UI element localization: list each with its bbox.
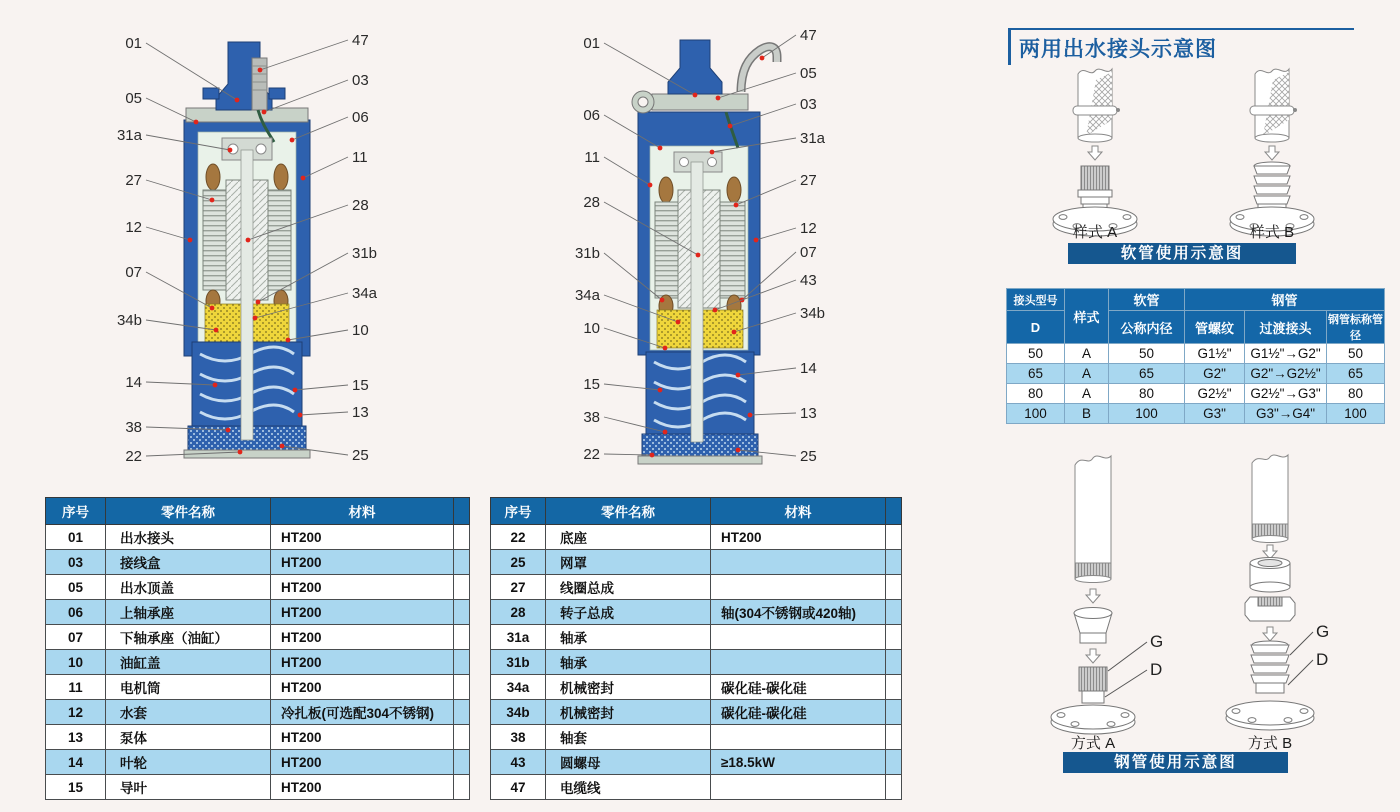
callout-leader-line — [756, 228, 796, 240]
table-cell — [454, 650, 470, 675]
table-cell: HT200 — [271, 525, 454, 550]
down-arrow-icon — [1086, 649, 1100, 663]
pump-diagrams-svg — [0, 0, 950, 495]
callout-marker-dot — [658, 388, 663, 393]
down-arrow-icon — [1088, 146, 1102, 160]
table-cell: 轴(304不锈钢或420轴) — [711, 600, 886, 625]
table-row — [491, 625, 902, 650]
table-cell: HT200 — [271, 775, 454, 800]
header-row — [46, 498, 470, 525]
callout-marker-dot — [280, 444, 285, 449]
callout-marker-dot — [736, 448, 741, 453]
callout-number-label: 31a — [116, 127, 142, 144]
table-row — [491, 600, 902, 625]
table-cell: 油缸盖 — [106, 650, 271, 675]
hose-usage-banner: 软管使用示意图 — [1068, 243, 1296, 264]
table-cell: G2"→G2½" — [1245, 364, 1327, 384]
table-cell: 导叶 — [106, 775, 271, 800]
pipe-usage-svg — [1000, 445, 1396, 750]
threaded-nipple — [1079, 667, 1107, 691]
table-cell: 47 — [491, 775, 546, 800]
callout-marker-dot — [736, 373, 741, 378]
table-cell: 80 — [1109, 384, 1185, 404]
table-row — [46, 650, 470, 675]
table-row — [46, 625, 470, 650]
table-cell: 下轴承座（油缸） — [106, 625, 271, 650]
table-cell: 65 — [1007, 364, 1065, 384]
header-hose-group: 软管 — [1109, 289, 1185, 311]
table-cell: 10 — [46, 650, 106, 675]
callout-number-label: 22 — [125, 448, 142, 465]
table-cell: HT200 — [271, 600, 454, 625]
table-row — [491, 550, 902, 575]
table-cell — [886, 525, 902, 550]
table-cell: 网罩 — [546, 550, 711, 575]
table-cell: 65 — [1109, 364, 1185, 384]
callout-number-label: 11 — [584, 149, 600, 166]
callout-number-label: 34a — [574, 287, 600, 304]
table-cell: 50 — [1109, 344, 1185, 364]
callout-number-label: 07 — [125, 264, 142, 281]
pump-diagram-2 — [632, 40, 777, 464]
table-row — [491, 575, 902, 600]
method-b-label: 方式 B — [1247, 735, 1293, 752]
table-cell: 80 — [1327, 384, 1385, 404]
callout-number-label: 14 — [800, 360, 817, 377]
table-cell — [886, 725, 902, 750]
table-cell: 叶轮 — [106, 750, 271, 775]
table-cell: 43 — [491, 750, 546, 775]
callout-marker-dot — [663, 430, 668, 435]
table-cell: 28 — [491, 600, 546, 625]
table-cell — [454, 525, 470, 550]
table-cell: 13 — [46, 725, 106, 750]
threaded-nipple — [1081, 166, 1109, 190]
callout-number-label: 03 — [800, 96, 817, 113]
table-cell: 01 — [46, 525, 106, 550]
callout-leader-line — [300, 412, 348, 415]
callout-number-label: 38 — [583, 409, 600, 426]
pipe-method-a — [1051, 456, 1163, 734]
callout-leader-line — [146, 227, 190, 240]
callout-marker-dot — [238, 450, 243, 455]
callout-number-label: 47 — [352, 32, 369, 49]
header-steelpipe-group: 钢管 — [1185, 289, 1385, 311]
callout-leader-line — [295, 385, 348, 390]
callout-marker-dot — [728, 124, 733, 129]
table-cell — [454, 625, 470, 650]
header-adapter: 过渡接头 — [1245, 311, 1327, 344]
callout-marker-dot — [732, 330, 737, 335]
col-header-partname: 零件名称 — [106, 498, 271, 525]
callout-number-label: 05 — [125, 90, 142, 107]
header-row-2 — [1007, 311, 1385, 344]
table-cell: HT200 — [271, 550, 454, 575]
col-header-spacer — [886, 498, 902, 525]
callout-marker-dot — [648, 183, 653, 188]
table-cell — [886, 550, 902, 575]
table-cell: 碳化硅-碳化硅 — [711, 700, 886, 725]
table-cell — [711, 575, 886, 600]
callout-number-label: 31a — [800, 130, 826, 147]
callout-leader-line — [718, 73, 796, 98]
callout-marker-dot — [676, 320, 681, 325]
table-cell — [454, 675, 470, 700]
callout-leader-line — [260, 40, 348, 70]
callout-marker-dot — [660, 298, 665, 303]
callout-marker-dot — [301, 176, 306, 181]
section-title: 两用出水接头示意图 — [1008, 30, 1225, 65]
callout-number-label: 15 — [352, 377, 369, 394]
col-header-index: 序号 — [491, 498, 546, 525]
header-d: D — [1007, 311, 1065, 344]
table-row — [46, 575, 470, 600]
callout-marker-dot — [760, 56, 765, 61]
callout-marker-dot — [210, 306, 215, 311]
table-row — [46, 775, 470, 800]
g-callout-label: G — [1150, 632, 1164, 651]
style-a-label: 样式 A — [1072, 224, 1118, 241]
parts-table-left — [45, 497, 470, 800]
table-cell: 34a — [491, 675, 546, 700]
callout-marker-dot — [188, 238, 193, 243]
table-cell: G1½" — [1185, 344, 1245, 364]
table-row — [491, 525, 902, 550]
table-cell: 03 — [46, 550, 106, 575]
table-row — [46, 525, 470, 550]
callout-number-label: 03 — [352, 72, 369, 89]
g-callout-label: G — [1316, 622, 1330, 641]
table-cell: 轴承 — [546, 650, 711, 675]
table-cell: B — [1065, 404, 1109, 424]
hose-usage-svg — [1000, 62, 1396, 242]
callout-marker-dot — [748, 413, 753, 418]
table-row — [46, 700, 470, 725]
table-cell: 38 — [491, 725, 546, 750]
callout-marker-dot — [235, 98, 240, 103]
table-cell: 出水顶盖 — [106, 575, 271, 600]
table-cell — [454, 775, 470, 800]
table-row — [1007, 344, 1385, 364]
callout-number-label: 12 — [125, 219, 142, 236]
callout-marker-dot — [194, 120, 199, 125]
col-header-partname: 零件名称 — [546, 498, 711, 525]
table-cell — [454, 550, 470, 575]
callout-marker-dot — [293, 388, 298, 393]
callout-marker-dot — [258, 68, 263, 73]
base-plate — [638, 456, 762, 464]
table-cell: A — [1065, 364, 1109, 384]
section-title-block — [1008, 28, 1354, 65]
table-cell: G2" — [1185, 364, 1245, 384]
callout-number-label: 43 — [800, 272, 817, 289]
table-cell: 轴承 — [546, 625, 711, 650]
d-callout-label: D — [1150, 660, 1163, 679]
table-cell — [454, 600, 470, 625]
table-row — [46, 750, 470, 775]
table-cell: 泵体 — [106, 725, 271, 750]
table-cell: 线圈总成 — [546, 575, 711, 600]
table-cell — [886, 625, 902, 650]
callout-number-label: 06 — [583, 107, 600, 124]
table-cell: 22 — [491, 525, 546, 550]
hose-clamp — [1073, 106, 1117, 115]
shaft — [691, 162, 703, 442]
table-cell — [886, 650, 902, 675]
table-row — [1007, 364, 1385, 384]
table-cell: 机械密封 — [546, 700, 711, 725]
callout-number-label: 22 — [583, 446, 600, 463]
table-cell — [886, 575, 902, 600]
callout-number-label: 13 — [800, 405, 817, 422]
table-cell: 31a — [491, 625, 546, 650]
callout-number-label: 28 — [352, 197, 369, 214]
callout-marker-dot — [734, 203, 739, 208]
callout-number-label: 34b — [116, 312, 142, 329]
table-cell — [454, 725, 470, 750]
pipe-method-b — [1226, 455, 1329, 730]
callout-marker-dot — [754, 238, 759, 243]
table-cell: G2½"→G3" — [1245, 384, 1327, 404]
table-cell: 圆螺母 — [546, 750, 711, 775]
col-header-index: 序号 — [46, 498, 106, 525]
down-arrow-icon — [1263, 627, 1277, 641]
callout-number-label: 14 — [125, 374, 142, 391]
table-row — [491, 775, 902, 800]
callout-marker-dot — [658, 146, 663, 151]
table-cell: 100 — [1109, 404, 1185, 424]
table-cell: 底座 — [546, 525, 711, 550]
table-cell: HT200 — [271, 625, 454, 650]
table-cell: ≥18.5kW — [711, 750, 886, 775]
callout-leader-line — [146, 43, 237, 100]
table-cell: 轴套 — [546, 725, 711, 750]
callout-number-label: 05 — [800, 65, 817, 82]
callout-number-label: 01 — [125, 35, 142, 52]
callout-leader-line — [750, 413, 796, 415]
table-cell: 15 — [46, 775, 106, 800]
table-cell: 电缆线 — [546, 775, 711, 800]
parts-table-right — [490, 497, 902, 800]
table-cell — [711, 725, 886, 750]
callout-number-label: 13 — [352, 404, 369, 421]
table-cell: 出水接头 — [106, 525, 271, 550]
callout-marker-dot — [290, 138, 295, 143]
table-row — [1007, 404, 1385, 424]
hose-barb — [1254, 166, 1290, 174]
callout-marker-dot — [710, 150, 715, 155]
callout-number-label: 15 — [583, 376, 600, 393]
table-cell: 80 — [1007, 384, 1065, 404]
table-row — [46, 725, 470, 750]
down-arrow-icon — [1265, 146, 1279, 160]
table-cell: 25 — [491, 550, 546, 575]
table-cell: 50 — [1007, 344, 1065, 364]
table-cell — [711, 550, 886, 575]
callout-number-label: 31b — [574, 245, 600, 262]
table-cell: G1½"→G2" — [1245, 344, 1327, 364]
table-cell: 14 — [46, 750, 106, 775]
table-cell: A — [1065, 384, 1109, 404]
table-row — [46, 600, 470, 625]
table-cell — [886, 775, 902, 800]
hose-barb — [1251, 645, 1289, 653]
callout-marker-dot — [286, 338, 291, 343]
callout-marker-dot — [253, 316, 258, 321]
table-cell: HT200 — [271, 650, 454, 675]
table-cell: HT200 — [271, 575, 454, 600]
down-arrow-icon — [1263, 545, 1277, 559]
callout-marker-dot — [262, 110, 267, 115]
header-nominal-pipe-dia: 钢管标称管径 — [1327, 311, 1385, 344]
header-row-1 — [1007, 289, 1385, 311]
table-cell: 100 — [1327, 404, 1385, 424]
callout-number-label: 34a — [352, 285, 378, 302]
callout-marker-dot — [214, 328, 219, 333]
callout-marker-dot — [228, 148, 233, 153]
col-header-spacer — [454, 498, 470, 525]
table-cell: 07 — [46, 625, 106, 650]
table-cell: 06 — [46, 600, 106, 625]
table-cell: 05 — [46, 575, 106, 600]
table-cell: HT200 — [271, 750, 454, 775]
table-row — [491, 700, 902, 725]
table-cell: HT200 — [271, 725, 454, 750]
callout-number-label: 27 — [800, 172, 817, 189]
callout-marker-dot — [256, 300, 261, 305]
callout-marker-dot — [713, 308, 718, 313]
callout-number-label: 47 — [800, 27, 817, 44]
callout-number-label: 11 — [352, 149, 368, 166]
callout-number-label: 06 — [352, 109, 369, 126]
table-cell — [711, 775, 886, 800]
table-cell — [886, 675, 902, 700]
callout-number-label: 10 — [352, 322, 369, 339]
down-arrow-icon — [1086, 589, 1100, 603]
table-cell: 水套 — [106, 700, 271, 725]
table-cell: 12 — [46, 700, 106, 725]
callout-marker-dot — [298, 413, 303, 418]
callout-marker-dot — [246, 238, 251, 243]
table-cell: 机械密封 — [546, 675, 711, 700]
table-cell — [711, 625, 886, 650]
shaft — [241, 150, 253, 440]
callout-number-label: 01 — [583, 35, 600, 52]
table-cell: 冷扎板(可选配304不锈钢) — [271, 700, 454, 725]
table-cell: A — [1065, 344, 1109, 364]
table-cell: 50 — [1327, 344, 1385, 364]
table-cell — [711, 650, 886, 675]
header-model: 接头型号 — [1007, 289, 1065, 311]
callout-number-label: 25 — [352, 447, 369, 464]
header-nominal-bore: 公称内径 — [1109, 311, 1185, 344]
table-cell: HT200 — [271, 675, 454, 700]
table-cell: 上轴承座 — [106, 600, 271, 625]
callout-marker-dot — [213, 383, 218, 388]
d-callout-label: D — [1316, 650, 1329, 669]
callout-marker-dot — [716, 96, 721, 101]
table-cell: G3"→G4" — [1245, 404, 1327, 424]
table-row — [1007, 384, 1385, 404]
callout-number-label: 25 — [800, 448, 817, 465]
table-cell: 电机筒 — [106, 675, 271, 700]
header-style: 样式 — [1065, 289, 1109, 344]
style-b-label: 样式 B — [1249, 224, 1295, 241]
callout-number-label: 34b — [800, 305, 826, 322]
table-cell: 65 — [1327, 364, 1385, 384]
hose-clamp — [1250, 106, 1294, 115]
callout-marker-dot — [696, 253, 701, 258]
callout-marker-dot — [663, 346, 668, 351]
table-cell — [886, 700, 902, 725]
pipe-usage-banner: 钢管使用示意图 — [1063, 752, 1288, 773]
table-row — [46, 550, 470, 575]
callout-marker-dot — [226, 428, 231, 433]
table-cell: 100 — [1007, 404, 1065, 424]
table-cell: 11 — [46, 675, 106, 700]
table-cell — [454, 700, 470, 725]
callout-marker-dot — [650, 453, 655, 458]
table-cell: 27 — [491, 575, 546, 600]
col-header-material: 材料 — [711, 498, 886, 525]
table-row — [46, 675, 470, 700]
callout-number-label: 27 — [125, 172, 142, 189]
header-pipe-thread: 管螺纹 — [1185, 311, 1245, 344]
callout-number-label: 10 — [583, 320, 600, 337]
table-cell — [454, 575, 470, 600]
header-row — [491, 498, 902, 525]
hose-style-a — [1053, 69, 1137, 236]
col-header-material: 材料 — [271, 498, 454, 525]
table-cell: 碳化硅-碳化硅 — [711, 675, 886, 700]
callout-number-label: 07 — [800, 244, 817, 261]
table-cell: HT200 — [711, 525, 886, 550]
table-cell: 接线盒 — [106, 550, 271, 575]
connector-spec-table — [1006, 288, 1385, 424]
callout-number-label: 28 — [583, 194, 600, 211]
callout-number-label: 31b — [352, 245, 378, 262]
table-cell: 31b — [491, 650, 546, 675]
callout-marker-dot — [210, 198, 215, 203]
table-cell: 转子总成 — [546, 600, 711, 625]
table-cell — [886, 750, 902, 775]
table-row — [491, 650, 902, 675]
table-cell: G2½" — [1185, 384, 1245, 404]
pump-diagram-1 — [184, 42, 310, 458]
table-cell: G3" — [1185, 404, 1245, 424]
method-a-label: 方式 A — [1070, 735, 1116, 752]
callout-number-label: 12 — [800, 220, 817, 237]
table-row — [491, 725, 902, 750]
hose-style-b — [1230, 69, 1314, 236]
callout-number-label: 38 — [125, 419, 142, 436]
table-cell — [886, 600, 902, 625]
table-row — [491, 675, 902, 700]
cable-gland — [252, 58, 267, 110]
callout-marker-dot — [693, 93, 698, 98]
table-cell — [454, 750, 470, 775]
table-row — [491, 750, 902, 775]
table-cell: 34b — [491, 700, 546, 725]
